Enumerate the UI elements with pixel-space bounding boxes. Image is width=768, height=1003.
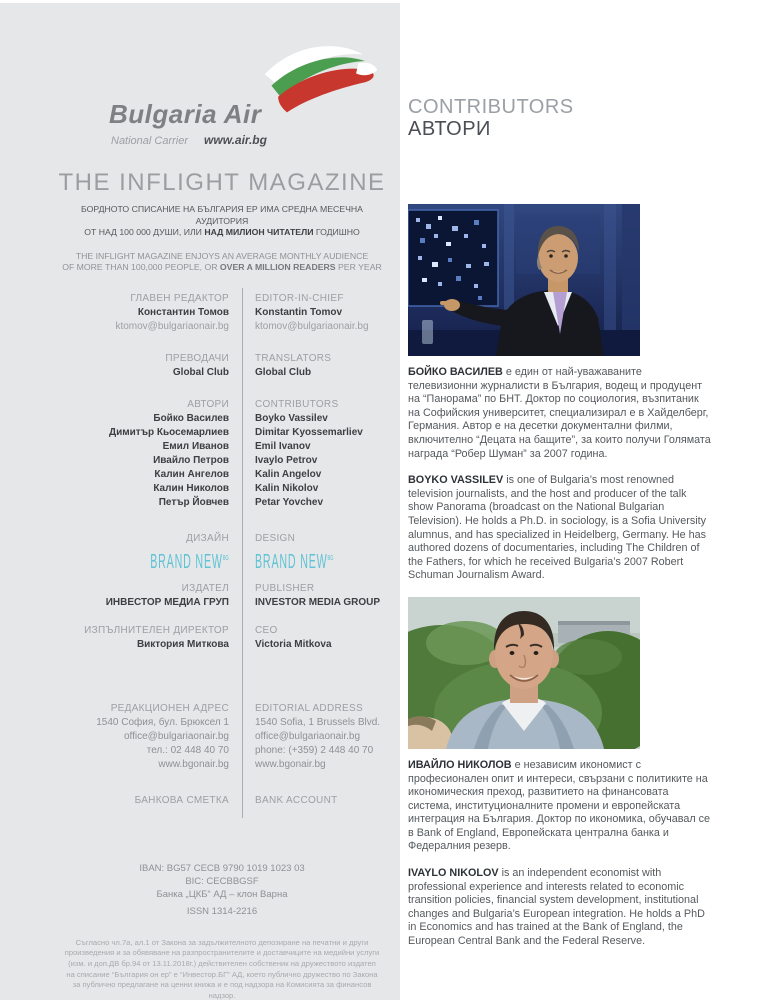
contributor-name: БОЙКО ВАСИЛЕВ — [408, 366, 503, 378]
address-line: www.bgonair.bg — [255, 758, 326, 770]
brand-new-design-logo: BRAND $NEW^{BG}$ — [150, 549, 229, 573]
bank-detail-line: Банка „ЦКБ“ АД – клон Варна — [156, 888, 288, 900]
magazine-title: THE INFLIGHT MAGAZINE — [58, 169, 386, 196]
masthead-address: РЕДАКЦИОНЕН АДРЕС 1540 София, бул. Брюксел 1 office@bulgariaonair.bg тел.: 02 448 40 70 www.bgonair.bg EDITORIAL ADDRESS 1540 Sofia, 1 Brussels Blvd. office@bulgariaonair.bg phone: (+359) 2 448 40 70 www.bgonair.bg — [57, 698, 387, 790]
author-name: Emil Ivanov — [255, 440, 311, 452]
address-lines-en — [255, 716, 387, 772]
brand-wordmark: Bulgaria Air — [109, 99, 262, 129]
contributor-name: ИВАЙЛО НИКОЛОВ — [408, 758, 512, 771]
audience-statement-bg: БОРДНОТО СПИСАНИЕ НА БЪЛГАРИЯ ЕР ИМА СРЕДНА МЕСЕЧНА АУДИТОРИЯ ОТ НАД 100 000 ДУШИ, ИЛИ НАД МИЛИОН ЧИТАТЕЛИ ГОДИШНО — [81, 204, 363, 237]
bio-paragraph-bg: ИВАЙЛО НИКОЛОВ е независим икономист с професионален опит и интереси, свързани с политиките на икономическия преход, развитието на финансовата система, институционалните промени и европейската интеграция на България. Доктор по икономика, обучавал се в Bank of England, Европейската централна банка и Федералния резерв. — [408, 758, 711, 853]
masthead-editor: ГЛАВЕН РЕДАКТОР Константин Томов ktomov@bulgariaonair.bg EDITOR-IN-CHIEF Konstantin Tomov ktomov@bulgariaonair.bg — [57, 288, 387, 348]
brand-new-design-logo: BRAND $NEW^{BG}$ — [255, 549, 334, 573]
address-line: office@bulgariaonair.bg — [255, 730, 361, 742]
contributors-section — [408, 96, 712, 949]
bank-detail-line: BIC: CECBBGSF — [185, 875, 259, 887]
masthead-panel — [0, 3, 400, 1000]
address-line: тел.: 02 448 40 70 — [146, 744, 229, 756]
editor-email: ktomov@bulgariaonair.bg — [255, 320, 369, 332]
legal-notice: Съгласно чл.7а, ал.1 от Закона за задължителното депозиране на печатни и други произведения и за обявяване на разпространителите и доставчиците на медийни услуги (изм. и доп.ДВ бр.94 от 13.11.2018г.) действителен собственик на дружеството издател на списание “България он ер” е “Инвестор.БГ” АД, което публично дружество по Закона за публично предлагане на ценни книжа и е под надзора на Комисията за финансов надзор. — [64, 937, 380, 1000]
bank-detail-line: IBAN: BG57 CECB 9790 1019 1023 03 — [139, 862, 305, 874]
masthead-authors: АВТОРИ Бойко Василев Димитър Кьосемарлиев Емил Иванов Ивайло Петров Калин Ангелов Калин Николов Петър Йовчев CONTRIBUTORS Boyko Vassilev Dimitar Kyossemarliev Emil Ivanov Ivaylo Petrov Kalin Angelov Kalin Nikolov Petar Yovchev — [57, 394, 387, 528]
bio-paragraph-en: BOYKO VASSILEV is one of Bulgaria’s most renowned television journalists, and the host and producer of the talk show Panorama (broadcast on the National Bulgarian Television). He holds a Ph.D. in sociology, is a Sofia University alumnus, and has specialized in Heidelberg, Germany. He has authored dozens of documentaries, including The Children of the Fathers, for which he received Bulgaria’s 2007 Robert Schuman Journalism Award. — [408, 474, 707, 582]
author-name: Ивайло Петров — [153, 454, 229, 466]
editor-email: ktomov@bulgariaonair.bg — [115, 320, 229, 332]
contributors-title-en: CONTRIBUTORS — [408, 96, 574, 118]
address-line: www.bgonair.bg — [158, 758, 229, 770]
masthead-design: ДИЗАЙН BRAND $NEW^{BG}$ DESIGN BRAND $NEW^{BG}$ — [57, 528, 387, 578]
author-name: Калин Николов — [153, 482, 229, 494]
contributors-title-bg: АВТОРИ — [408, 118, 491, 140]
boyko-vassilev-photo — [408, 204, 640, 356]
address-line: 1540 Sofia, 1 Brussels Blvd. — [255, 716, 381, 728]
address-line: office@bulgariaonair.bg — [123, 730, 229, 742]
author-name: Boyko Vassilev — [255, 412, 328, 424]
author-name: Калин Ангелов — [154, 468, 229, 480]
masthead — [57, 288, 387, 818]
author-name: Dimitar Kyossemarliev — [255, 426, 363, 438]
address-line: phone: (+359) 2 448 40 70 — [255, 744, 374, 756]
author-name: Петър Йовчев — [158, 496, 229, 508]
bio-paragraph-en: IVAYLO NIKOLOV is an independent economist with professional experience and interests related to economic transition policies, financial system development, institutional changes and Bulgaria’s European integration. He holds a PhD in Economics and has trained at the Bank of England, the European Central Bank and the Federal Reserve. — [408, 867, 705, 948]
masthead-translators: ПРЕВОДАЧИ Global Club TRANSLATORS Global Club — [57, 348, 387, 394]
author-name: Емил Иванов — [162, 440, 229, 452]
ivaylo-nikolov-photo — [408, 597, 640, 749]
masthead-publisher: ИЗДАТЕЛ ИНВЕСТОР МЕДИА ГРУП PUBLISHER INVESTOR MEDIA GROUP — [57, 578, 387, 620]
authors-list-bg — [57, 412, 229, 510]
bank-detail-line: ISSN 1314-2216 — [186, 905, 258, 917]
bank-details — [57, 862, 387, 918]
audience-statement-en: THE INFLIGHT MAGAZINE ENJOYS AN AVERAGE MONTHLY AUDIENCE OF MORE THAN 100,000 PEOPLE, OR OVER A MILLION READERS PER YEAR — [62, 250, 382, 272]
brand-url: www.air.bg — [204, 133, 267, 147]
contributor-name: IVAYLO NIKOLOV — [408, 867, 499, 880]
author-name: Kalin Nikolov — [255, 482, 319, 494]
author-name: Димитър Кьосемарлиев — [108, 426, 229, 438]
masthead-bank: БАНКОВА СМЕТКА BANK ACCOUNT — [57, 790, 387, 818]
address-line: 1540 София, бул. Брюксел 1 — [96, 716, 229, 728]
contributor-name: BOYKO VASSILEV — [408, 474, 504, 487]
brand-tagline: National Carrier — [111, 135, 189, 147]
author-name: Бойко Василев — [153, 412, 229, 424]
authors-list-en — [255, 412, 387, 510]
author-name: Petar Yovchev — [255, 496, 324, 508]
address-lines-bg — [57, 716, 229, 772]
masthead-ceo: ИЗПЪЛНИТЕЛЕН ДИРЕКТОР Виктория Миткова CEO Victoria Mitkova — [57, 620, 387, 698]
author-name: Kalin Angelov — [255, 468, 322, 480]
author-name: Ivaylo Petrov — [255, 454, 318, 466]
bio-paragraph-bg: БОЙКО ВАСИЛЕВ е един от най-уважаваните телевизионни журналисти в България, водещ и продуцент на “Панорама” по БНТ. Доктор по социология, възпитаник на Софийския университет, специализирал е в Хайделберг, Германия. Автор е на десетки документални филми, включително “Децата на бащите”, за които получи Голямата награда “Робер Шуман” за 2007 година. — [408, 366, 711, 460]
bulgaria-air-logo — [109, 63, 349, 155]
bulgaria-air-bird-icon — [247, 41, 385, 119]
